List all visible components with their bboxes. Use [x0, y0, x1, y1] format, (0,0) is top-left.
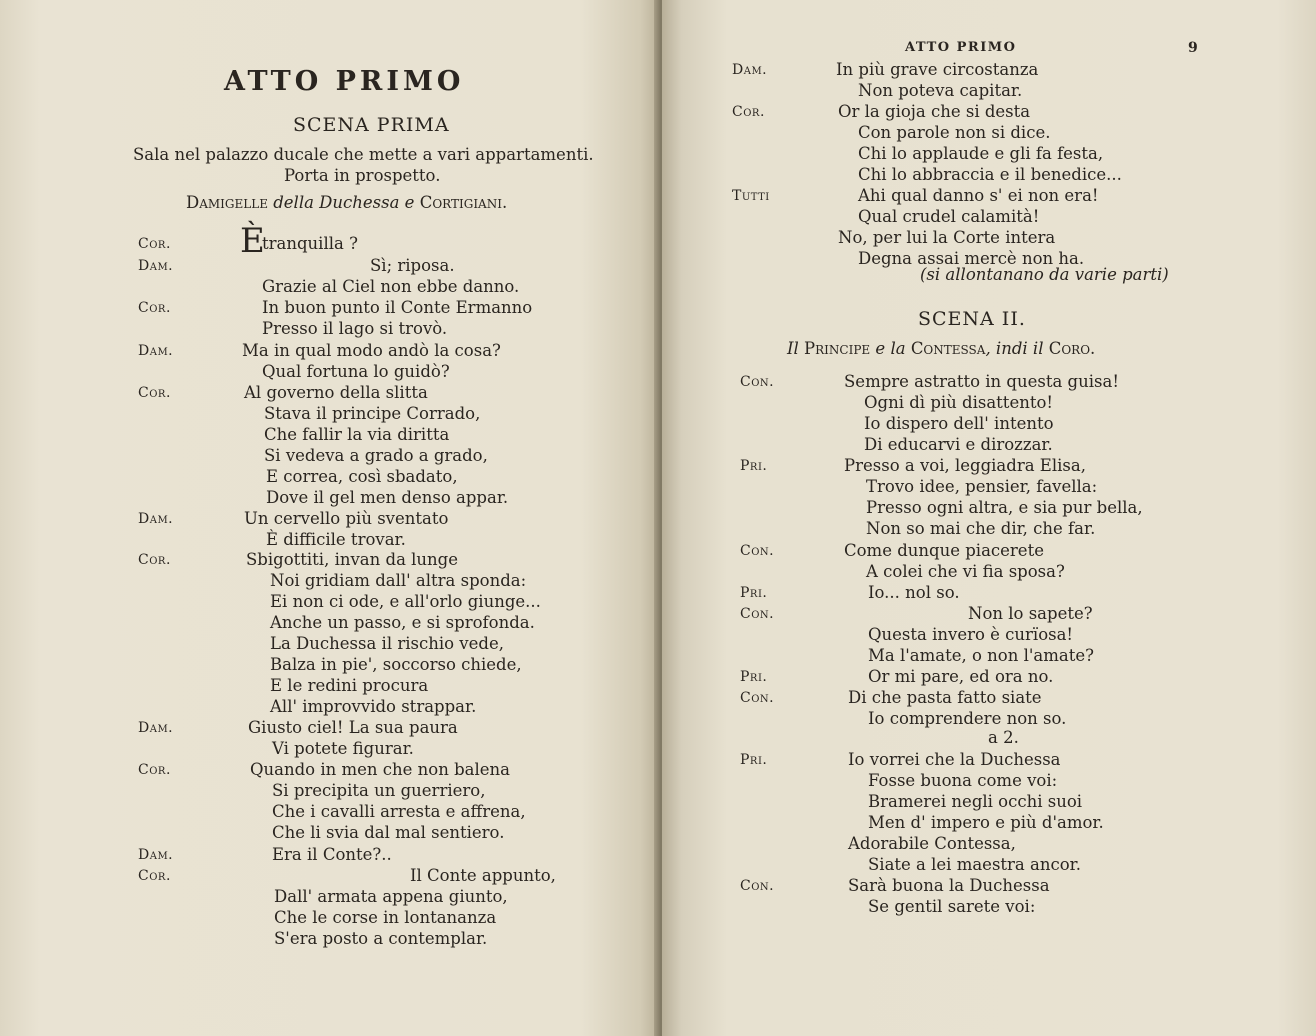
- speaker-label: Pri.: [740, 585, 768, 601]
- verse-line: Giusto ciel! La sua paura: [248, 718, 458, 737]
- verse-line: Quando in men che non balena: [250, 760, 511, 779]
- characters-part: Damigelle: [186, 193, 268, 212]
- verse-line: Ogni dì più disattento!: [864, 393, 1054, 412]
- verse-line: Ma l'amate, o non l'amate?: [868, 646, 1094, 665]
- verse-line: Ahi qual danno s' ei non era!: [858, 186, 1099, 205]
- verse-line: Grazie al Ciel non ebbe danno.: [262, 277, 520, 296]
- verse-line: E correa, così sbadato,: [266, 467, 458, 486]
- verse-line: Se gentil sarete voi:: [868, 897, 1036, 916]
- drop-cap: È: [240, 221, 265, 261]
- verse-line: Qual crudel calamità!: [858, 207, 1040, 226]
- scene-heading: SCENA PRIMA: [293, 114, 450, 136]
- verse-line: Or la gioja che si desta: [838, 102, 1031, 121]
- verse-line: Non poteva capitar.: [858, 81, 1023, 100]
- characters-line-2: [787, 339, 1095, 358]
- verse-line: La Duchessa il rischio vede,: [270, 634, 504, 653]
- verse-line: È difficile trovar.: [266, 530, 406, 549]
- verse-line: Noi gridiam dall' altra sponda:: [270, 571, 527, 590]
- verse-line: Si precipita un guerriero,: [272, 781, 486, 800]
- characters-part: Il: [787, 339, 805, 358]
- verse-line: No, per lui la Corte intera: [838, 228, 1056, 247]
- speaker-label: Dam.: [732, 62, 768, 78]
- verse-line: Sbigottiti, invan da lunge: [246, 550, 459, 569]
- verse-line: Presso ogni altra, e sia pur bella,: [866, 498, 1143, 517]
- speaker-label: Con.: [740, 374, 775, 390]
- speaker-label: Cor.: [138, 762, 171, 778]
- running-head: ATTO PRIMO: [905, 40, 1017, 55]
- verse-line: Al governo della slitta: [244, 383, 428, 402]
- verse-line: Un cervello più sventato: [244, 509, 449, 528]
- verse-line: All' improvvido strappar.: [270, 697, 477, 716]
- verse-line: Dall' armata appena giunto,: [274, 887, 508, 906]
- speaker-label: Dam.: [138, 511, 174, 527]
- speaker-label: Cor.: [138, 236, 171, 252]
- speaker-label: Con.: [740, 543, 775, 559]
- verse-line: Or mi pare, ed ora no.: [868, 667, 1054, 686]
- verse-line: Sì; riposa.: [370, 256, 455, 275]
- verse-line: Con parole non si dice.: [858, 123, 1051, 142]
- verse-line: Qual fortuna lo guidò?: [262, 362, 450, 381]
- speaker-label: Dam.: [138, 847, 174, 863]
- characters-part: , indi il: [985, 339, 1049, 358]
- speaker-label: Tutti: [732, 188, 770, 204]
- speaker-label: Cor.: [138, 552, 171, 568]
- verse-line: Sempre astratto in questa guisa!: [844, 372, 1119, 391]
- scene-heading-2: SCENA II.: [918, 308, 1026, 330]
- characters-part: della Duchessa: [267, 193, 400, 212]
- right-page: [662, 0, 1316, 1036]
- verse-line: Che li svia dal mal sentiero.: [272, 823, 505, 842]
- verse-line: Stava il principe Corrado,: [264, 404, 481, 423]
- verse-line: Presso a voi, leggiadra Elisa,: [844, 456, 1086, 475]
- verse-line: Anche un passo, e si sprofonda.: [270, 613, 535, 632]
- speaker-label: Cor.: [138, 385, 171, 401]
- verse-line: Ei non ci ode, e all'orlo giunge...: [270, 592, 541, 611]
- verse-line: Bramerei negli occhi suoi: [868, 792, 1083, 811]
- verse-line: Che le corse in lontananza: [274, 908, 497, 927]
- speaker-label: Dam.: [138, 258, 174, 274]
- verse-line: Io vorrei che la Duchessa: [848, 750, 1061, 769]
- speaker-label: Con.: [740, 690, 775, 706]
- speaker-label: Con.: [740, 606, 775, 622]
- verse-line: Sarà buona la Duchessa: [848, 876, 1050, 895]
- verse-line: Io dispero dell' intento: [864, 414, 1054, 433]
- verse-line: Vi potete figurar.: [272, 739, 414, 758]
- speaker-label: Pri.: [740, 669, 768, 685]
- setting-line-1: Sala nel palazzo ducale che mette a vari appartamenti.: [133, 145, 594, 164]
- characters-part: Contessa: [910, 339, 986, 358]
- speaker-label: Cor.: [732, 104, 765, 120]
- verse-line: Degna assai mercè non ha.: [858, 249, 1085, 268]
- characters-part: e: [399, 193, 420, 212]
- stage-direction: (si allontanano da varie parti): [920, 265, 1169, 284]
- verse-line: In buon punto il Conte Ermanno: [262, 298, 533, 317]
- verse-line: Adorabile Contessa,: [848, 834, 1016, 853]
- setting-line-2: Porta in prospetto.: [284, 166, 441, 185]
- characters-part: la: [890, 339, 911, 358]
- verse-line: Il Conte appunto,: [410, 866, 556, 885]
- verse-line: Ma in qual modo andò la cosa?: [242, 341, 501, 360]
- verse-line: A colei che vi fia sposa?: [866, 562, 1065, 581]
- act-title: ATTO PRIMO: [224, 66, 465, 97]
- verse-line: Di che pasta fatto siate: [848, 688, 1042, 707]
- verse-line: Chi lo applaude e gli fa festa,: [858, 144, 1104, 163]
- verse-line: Che fallir la via diritta: [264, 425, 450, 444]
- speaker-label: Pri.: [740, 458, 768, 474]
- characters-part: Principe: [804, 339, 871, 358]
- verse-line: Non lo sapete?: [968, 604, 1093, 623]
- speaker-label: Pri.: [740, 752, 768, 768]
- verse-line: a 2.: [988, 728, 1019, 747]
- verse-line: tranquilla ?: [262, 234, 358, 253]
- verse-line: Balza in pie', soccorso chiede,: [270, 655, 522, 674]
- verse-line: Si vedeva a grado a grado,: [264, 446, 488, 465]
- speaker-label: Cor.: [138, 868, 171, 884]
- verse-line: S'era posto a contemplar.: [274, 929, 488, 948]
- page-number: 9: [1188, 40, 1198, 56]
- speaker-label: Con.: [740, 878, 775, 894]
- speaker-label: Cor.: [138, 300, 171, 316]
- characters-line: [186, 193, 507, 212]
- verse-line: Chi lo abbraccia e il benedice...: [858, 165, 1122, 184]
- verse-line: Fosse buona come voi:: [868, 771, 1058, 790]
- characters-part: Cortigiani.: [419, 193, 508, 212]
- characters-part: Coro.: [1048, 339, 1096, 358]
- speaker-label: Dam.: [138, 343, 174, 359]
- verse-line: In più grave circostanza: [836, 60, 1039, 79]
- verse-line: Io comprendere non so.: [868, 709, 1067, 728]
- verse-line: Siate a lei maestra ancor.: [868, 855, 1081, 874]
- verse-line: E le redini procura: [270, 676, 429, 695]
- verse-line: Come dunque piacerete: [844, 541, 1044, 560]
- verse-line: Di educarvi e dirozzar.: [864, 435, 1053, 454]
- verse-line: Trovo idee, pensier, favella:: [866, 477, 1098, 496]
- verse-line: Era il Conte?..: [272, 845, 392, 864]
- verse-line: Che i cavalli arresta e affrena,: [272, 802, 526, 821]
- speaker-label: Dam.: [138, 720, 174, 736]
- verse-line: Questa invero è curïosa!: [868, 625, 1074, 644]
- verse-line: Io... nol so.: [868, 583, 960, 602]
- verse-line: Dove il gel men denso appar.: [266, 488, 509, 507]
- characters-part: e: [870, 339, 891, 358]
- verse-line: Non so mai che dir, che far.: [866, 519, 1096, 538]
- verse-line: Presso il lago si trovò.: [262, 319, 448, 338]
- verse-line: Men d' impero e più d'amor.: [868, 813, 1104, 832]
